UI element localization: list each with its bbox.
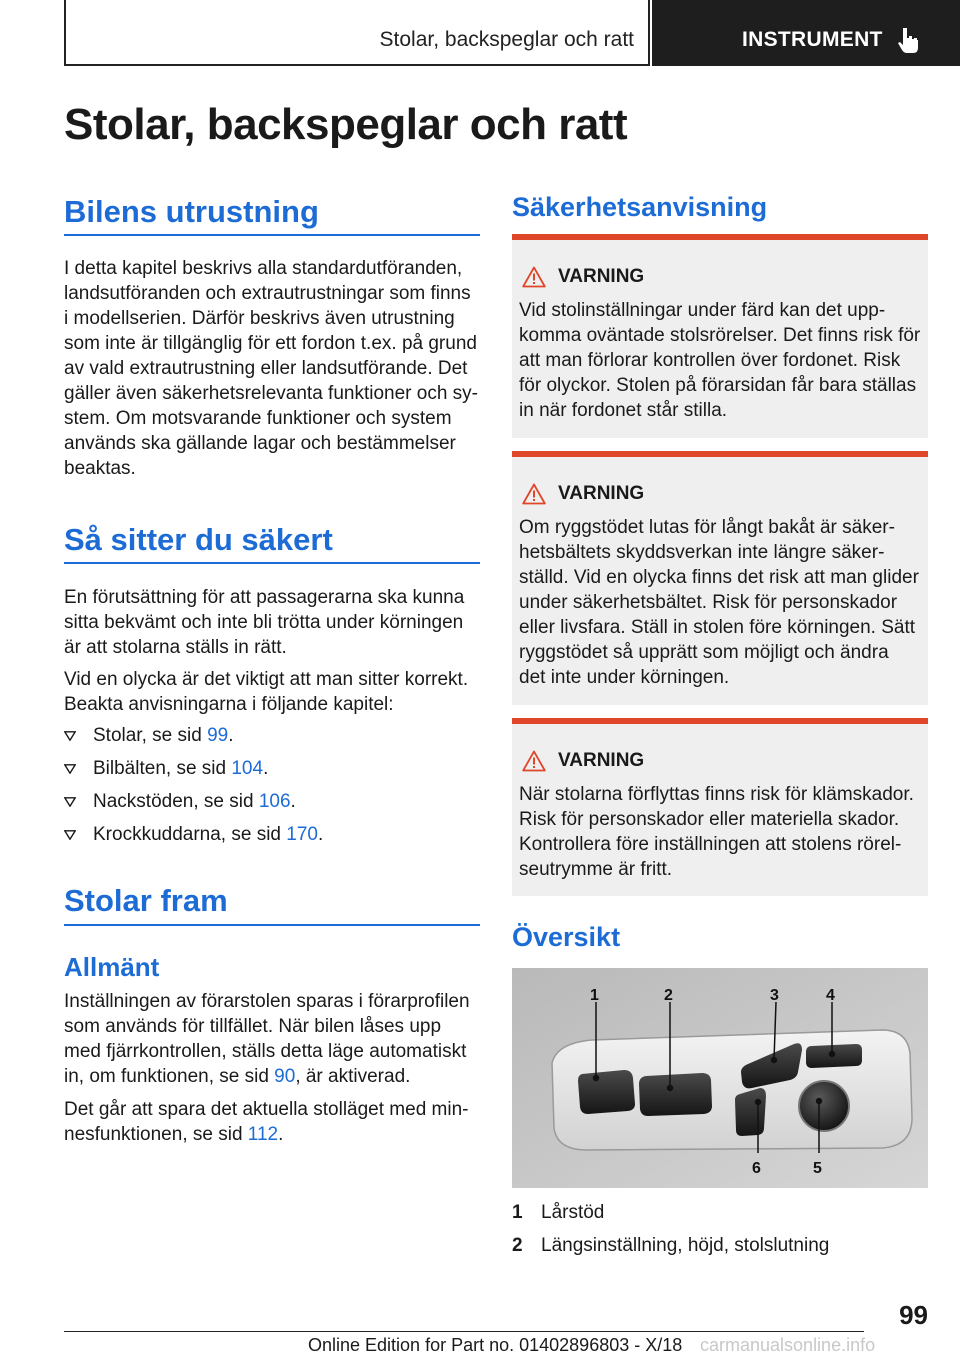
list-item-text: Nackstöden, se sid	[93, 791, 259, 812]
text-line	[64, 1064, 480, 1089]
hand-pointer-icon	[896, 26, 922, 54]
warning-box	[512, 451, 928, 705]
heading-safe-seating: Så sitter du säkert	[64, 522, 333, 557]
warning-text	[519, 298, 923, 423]
page-link[interactable]: 170	[286, 824, 318, 845]
general-paragraph-1	[64, 989, 480, 1089]
text-line: Vid stolinställningar under färd kan det upp-	[519, 300, 886, 321]
header-section-box	[64, 0, 650, 66]
triangle-bullet-icon	[64, 764, 76, 774]
chapter-reference-list	[64, 723, 323, 855]
text-line: stem. Om motsvarande funktioner och system	[64, 408, 452, 429]
text-line: för olyckor. Stolen på förarsidan får bara ställas	[519, 375, 917, 396]
text-line: När stolarna förflyttas finns risk för klämskador.	[519, 784, 914, 805]
callout-6: 6	[752, 1160, 761, 1177]
list-item-end: .	[317, 824, 324, 845]
page-link[interactable]: 104	[231, 758, 264, 779]
warning-box	[512, 234, 928, 438]
text-line: Om ryggstödet lutas för långt bakåt är säker-	[519, 517, 895, 538]
text-line: används ska gällande lagar och bestämmelser	[64, 433, 456, 454]
triangle-bullet-icon	[64, 830, 76, 840]
list-item-text: Bilbälten, se sid	[93, 758, 232, 779]
triangle-bullet-icon	[64, 797, 76, 807]
text-line: seutrymme är fritt.	[519, 859, 673, 880]
list-item-text: Stolar, se sid	[93, 725, 208, 746]
text-line: ställd. Vid en olycka finns det risk att man glider	[519, 567, 919, 588]
footer-edition: Online Edition for Part no. 01402896803 - X/18	[308, 1335, 683, 1355]
text-line	[64, 1122, 480, 1147]
text-line: hetsbältets skyddsverkan inte längre säker-	[519, 542, 885, 563]
triangle-bullet-icon	[64, 731, 76, 741]
warning-triangle-icon	[522, 266, 546, 288]
text-line: Kontrollera före inställningen att stolens rörel-	[519, 834, 902, 855]
text-line: eller livsfara. Ställ in stolen före körningen. Sätt	[519, 617, 916, 638]
warning-label: VARNING	[558, 483, 645, 504]
list-item-text: Krockkuddarna, se sid	[93, 824, 287, 845]
seat-controls-illustration	[512, 968, 928, 1188]
heading-rule	[64, 924, 480, 926]
text-line: landsutföranden och extrautrustningar som finns	[64, 283, 471, 304]
text-line: att man förlorar kontrollen över fordonet. Risk	[519, 350, 901, 371]
text-line: Vid en olycka är det viktigt att man sitter korrekt.	[64, 669, 469, 690]
page-number: 99	[899, 1300, 928, 1330]
legend-text: Längsinställning, höjd, stolslutning	[541, 1235, 830, 1256]
text-line: in när fordonet står stilla.	[519, 400, 728, 421]
header-section-title: Stolar, backspeglar och ratt	[379, 28, 634, 51]
text-line: Risk för personskador eller materiella skador.	[519, 809, 900, 830]
text-line: är att stolarna ställs in rätt.	[64, 637, 287, 658]
legend-number: 1	[512, 1202, 523, 1223]
footer-rule	[64, 1331, 864, 1332]
list-item-end: .	[228, 725, 234, 746]
callout-3: 3	[770, 987, 779, 1004]
text-fragment: in, om funktionen, se sid	[64, 1066, 275, 1087]
text-fragment: , är aktiverad.	[295, 1066, 411, 1087]
text-line: beaktas.	[64, 458, 136, 479]
warning-text	[519, 515, 923, 690]
heading-equipment: Bilens utrustning	[64, 194, 319, 229]
list-item	[64, 822, 323, 855]
text-line: En förutsättning för att passagerarna ska kunna	[64, 587, 465, 608]
text-line: som används för tillfället. När bilen låses upp	[64, 1016, 442, 1037]
page-link[interactable]: 112	[247, 1124, 279, 1145]
legend-text: Lårstöd	[541, 1202, 605, 1223]
text-line: Inställningen av förarstolen sparas i förarprofilen	[64, 991, 470, 1012]
heading-overview: Översikt	[512, 922, 621, 952]
text-line: sitta bekvämt och inte bli trötta under körningen	[64, 612, 464, 633]
safe-paragraph-1	[64, 585, 480, 660]
text-line: som inte är tillgänglig för ett fordon t.ex. på grund	[64, 333, 477, 354]
text-line: Det går att spara det aktuella stolläget med min-	[64, 1099, 469, 1120]
heading-rule	[64, 234, 480, 236]
footer-watermark: carmanualsonline.info	[700, 1335, 876, 1355]
text-line: under säkerhetsbältet. Risk för personskador	[519, 592, 898, 613]
text-line: det inte under körningen.	[519, 667, 730, 688]
warning-label: VARNING	[558, 266, 645, 287]
text-fragment: .	[278, 1124, 284, 1145]
legend-number: 2	[512, 1235, 523, 1256]
heading-safety-note: Säkerhetsanvisning	[512, 192, 768, 222]
heading-front-seats: Stolar fram	[64, 883, 228, 918]
header-chapter-tab[interactable]	[652, 0, 960, 66]
callout-5: 5	[813, 1160, 822, 1177]
text-line: med fjärrkontrollen, ställs detta läge automatiskt	[64, 1041, 467, 1062]
text-line: komma oväntade stolsrörelser. Det finns risk för	[519, 325, 921, 346]
list-item-end: .	[290, 791, 296, 812]
text-line: av vald extrautrustning eller landsutförande. Det	[64, 358, 468, 379]
page-title: Stolar, backspeglar och ratt	[64, 100, 628, 149]
text-line: I detta kapitel beskrivs alla standardutföranden,	[64, 258, 463, 279]
page-link[interactable]: 106	[258, 791, 291, 812]
callout-1: 1	[590, 987, 599, 1004]
safe-paragraph-2	[64, 667, 480, 717]
warning-label: VARNING	[558, 750, 645, 771]
header-chapter-label: INSTRUMENT	[742, 28, 883, 51]
warning-triangle-icon	[522, 483, 546, 505]
text-line: Beakta anvisningarna i följande kapitel:	[64, 694, 394, 715]
warning-triangle-icon	[522, 750, 546, 772]
page-link[interactable]: 99	[207, 725, 229, 746]
callout-2: 2	[664, 987, 673, 1004]
warning-text	[519, 782, 923, 882]
list-item	[64, 723, 323, 756]
text-fragment: nesfunktionen, se sid	[64, 1124, 248, 1145]
callout-4: 4	[826, 987, 835, 1004]
list-item	[64, 789, 323, 822]
text-line: i modellserien. Därför beskrivs även utrustning	[64, 308, 455, 329]
warning-box	[512, 718, 928, 896]
list-item	[64, 756, 323, 789]
heading-rule	[64, 562, 480, 564]
general-paragraph-2	[64, 1097, 480, 1147]
text-line: gäller även säkerhetsrelevanta funktioner och sy-	[64, 383, 479, 404]
list-item-end: .	[263, 758, 269, 779]
text-line: ryggstödet så upprätt som möjligt och ändra	[519, 642, 889, 663]
page-link[interactable]: 90	[274, 1066, 296, 1087]
heading-general: Allmänt	[64, 952, 160, 982]
equipment-paragraph	[64, 256, 480, 481]
